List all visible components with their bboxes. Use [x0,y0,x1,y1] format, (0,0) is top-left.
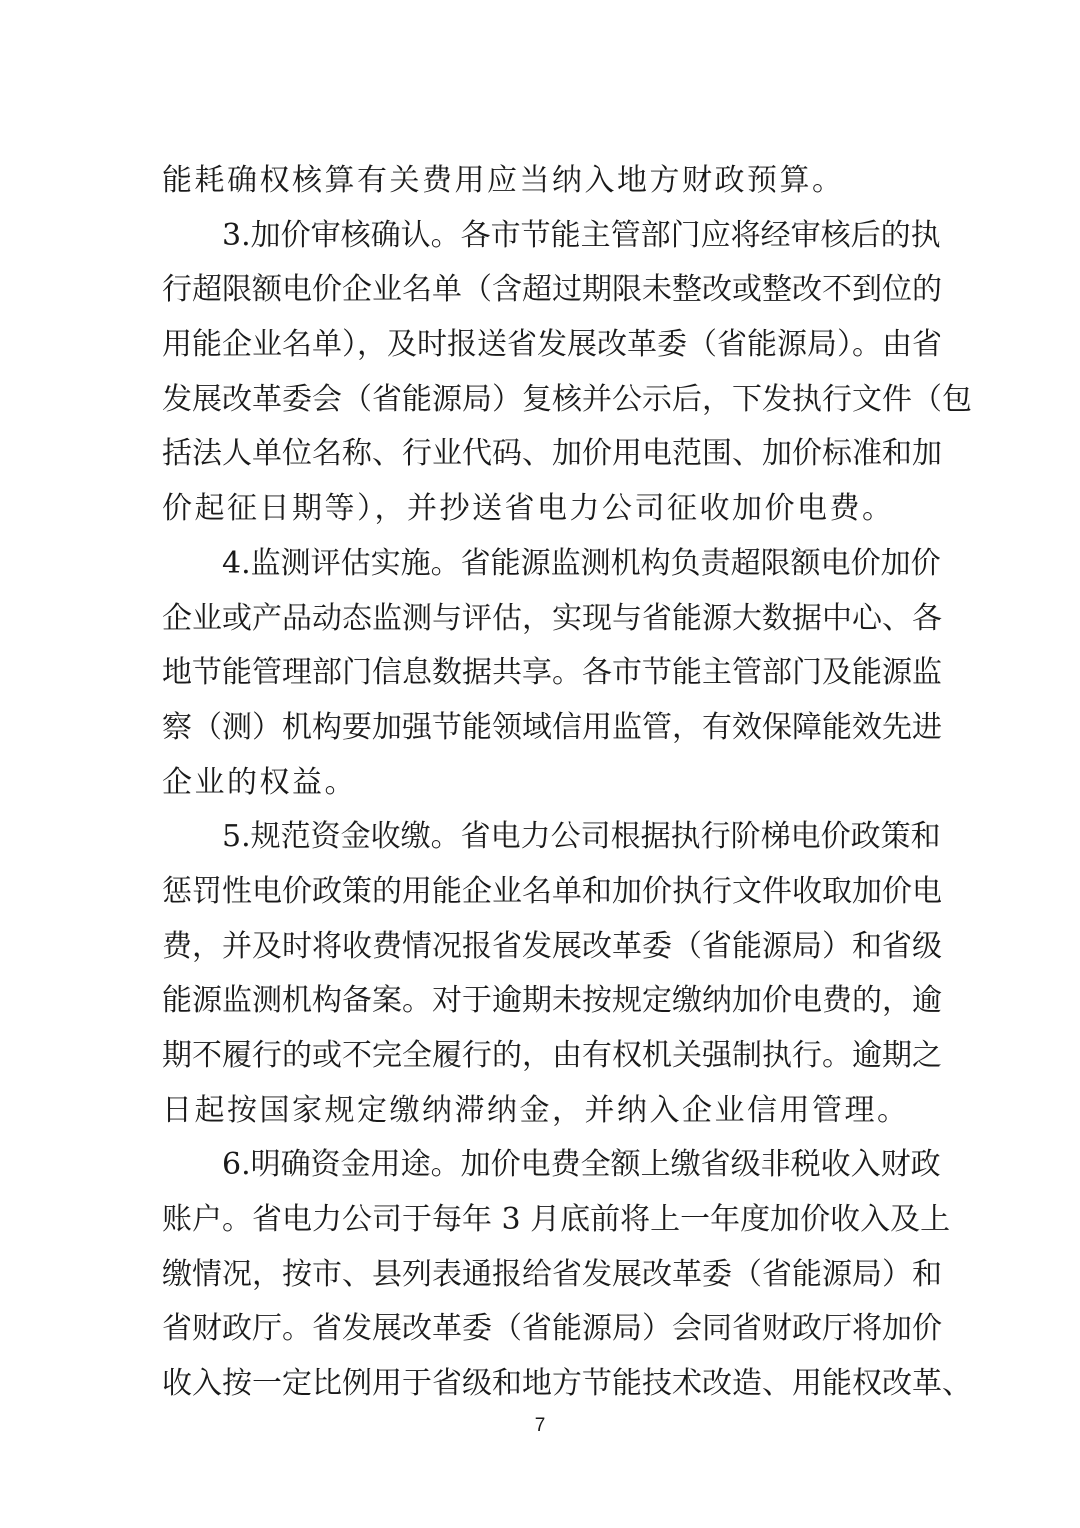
paragraph-line: 期不履行的或不完全履行的，由有权机关强制执行。逾期之 [162,1038,942,1073]
paragraph-line: 发展改革委会（省能源局）复核并公示后，下发执行文件（包 [162,381,972,417]
paragraph-line: 收入按一定比例用于省级和地方节能技术改造、用能权改革、 [162,1366,972,1402]
paragraph-line: 3.加价审核确认。各市节能主管部门应将经审核后的执 [222,217,941,253]
paragraph-line: 行超限额电价企业名单（含超过期限未整改或整改不到位的 [162,272,942,308]
paragraph-line: 6.明确资金用途。加价电费全额上缴省级非税收入财政 [222,1147,941,1183]
paragraph-line: 费，并及时将收费情况报省发展改革委（省能源局）和省级 [162,928,942,964]
paragraph-line: 企业的权益。 [162,764,357,800]
paragraph-line: 能耗确权核算有关费用应当纳入地方财政预算。 [162,163,845,198]
paragraph-line: 价起征日期等），并抄送省电力公司征收加价电费。 [162,491,895,527]
paragraph-line: 日起按国家规定缴纳滞纳金，并纳入企业信用管理。 [162,1092,910,1128]
paragraph-line: 用能企业名单），及时报送省发展改革委（省能源局）。由省 [162,327,942,363]
paragraph-line: 企业或产品动态监测与评估，实现与省能源大数据中心、各 [162,600,942,636]
paragraph-line: 4.监测评估实施。省能源监测机构负责超限额电价加价 [222,545,941,581]
paragraph-line: 惩罚性电价政策的用能企业名单和加价执行文件收取加价电 [162,873,942,909]
page-number: 7 [534,1415,546,1436]
document-body [162,154,972,1412]
paragraph-line: 账户。省电力公司于每年 3 月底前将上一年度加价收入及上 [162,1202,951,1238]
paragraph-line: 察（测）机构要加强节能领域信用监管，有效保障能效先进 [162,709,942,745]
paragraph-line: 5.规范资金收缴。省电力公司根据执行阶梯电价政策和 [222,819,941,855]
paragraph-line: 省财政厅。省发展改革委（省能源局）会同省财政厅将加价 [162,1311,942,1347]
paragraph-line: 地节能管理部门信息数据共享。各市节能主管部门及能源监 [162,655,942,691]
paragraph-line: 括法人单位名称、行业代码、加价用电范围、加价标准和加 [162,436,942,472]
paragraph-line: 能源监测机构备案。对于逾期未按规定缴纳加价电费的，逾 [162,983,942,1019]
paragraph-line: 缴情况，按市、县列表通报给省发展改革委（省能源局）和 [162,1256,942,1292]
